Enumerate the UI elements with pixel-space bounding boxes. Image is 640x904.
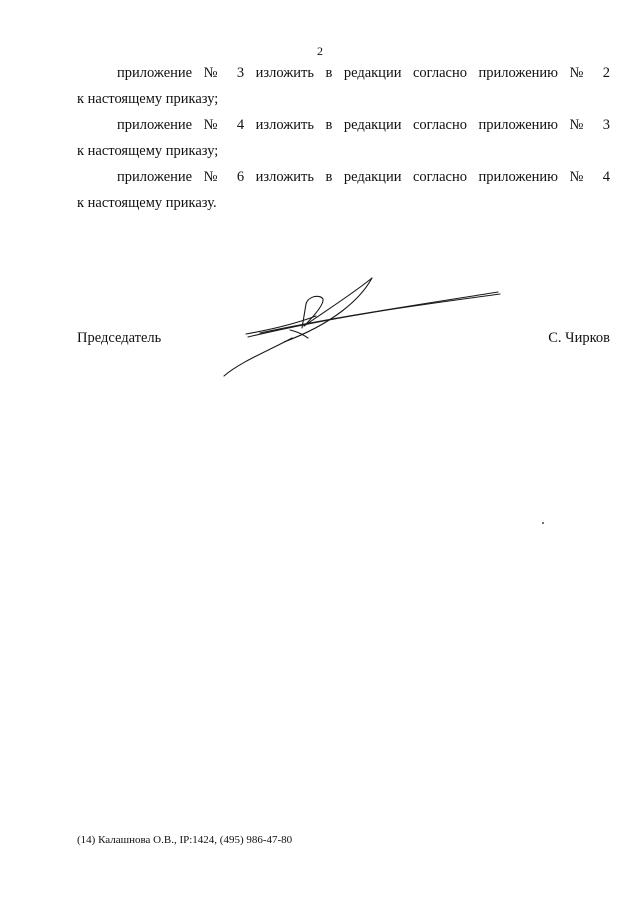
page-number: 2 [317, 44, 323, 58]
paragraph-line-2: к настоящему приказу; [77, 143, 219, 159]
signatory-title: Председатель [77, 330, 162, 346]
paragraph-line-2: к настоящему приказу. [77, 195, 217, 211]
paragraph-line-1: приложение № 3 изложить в редакции согласно приложению № 2 [117, 65, 610, 81]
paragraph-line-2: к настоящему приказу; [77, 91, 219, 107]
signatory-name: С. Чирков [548, 330, 610, 346]
paragraph-item-2 [77, 112, 610, 164]
paragraph-item-1 [77, 60, 610, 112]
signature-block [77, 330, 610, 350]
paragraph-line-1: приложение № 6 изложить в редакции согласно приложению № 4 [117, 169, 610, 185]
paragraph-line-1: приложение № 4 изложить в редакции согласно приложению № 3 [117, 117, 610, 133]
scan-speck [542, 522, 544, 524]
handwritten-signature [220, 270, 510, 385]
executor-footer: (14) Калашнова О.В., IP:1424, (495) 986-47-80 [77, 834, 293, 846]
paragraph-item-3 [77, 164, 610, 216]
